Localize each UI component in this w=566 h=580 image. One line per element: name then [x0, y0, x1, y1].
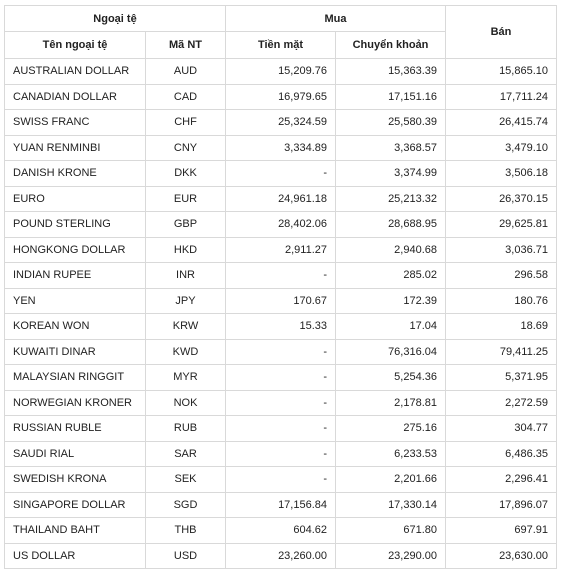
- table-row: [5, 59, 557, 85]
- currency-code-cell: INR: [146, 263, 226, 289]
- cash-rate-cell: 23,260.00: [226, 543, 336, 569]
- currency-group-header: Ngoại tệ: [5, 6, 226, 32]
- cash-rate-cell: 24,961.18: [226, 186, 336, 212]
- currency-code-cell: RUB: [146, 416, 226, 442]
- sell-rate-cell: 26,370.15: [446, 186, 557, 212]
- table-row: [5, 365, 557, 391]
- table-row: [5, 416, 557, 442]
- transfer-rate-cell: 6,233.53: [336, 441, 446, 467]
- transfer-rate-cell: 17,330.14: [336, 492, 446, 518]
- sell-rate-cell: 697.91: [446, 518, 557, 544]
- cash-rate-cell: -: [226, 441, 336, 467]
- cash-rate-cell: -: [226, 263, 336, 289]
- currency-name-cell: DANISH KRONE: [5, 161, 146, 187]
- cash-rate-cell: -: [226, 339, 336, 365]
- currency-code-cell: NOK: [146, 390, 226, 416]
- rate-rows: [5, 59, 557, 569]
- sell-rate-cell: 18.69: [446, 314, 557, 340]
- table-row: [5, 110, 557, 136]
- transfer-rate-cell: 2,178.81: [336, 390, 446, 416]
- sell-rate-cell: 15,865.10: [446, 59, 557, 85]
- transfer-rate-cell: 15,363.39: [336, 59, 446, 85]
- currency-code-cell: DKK: [146, 161, 226, 187]
- transfer-rate-cell: 172.39: [336, 288, 446, 314]
- transfer-rate-cell: 25,213.32: [336, 186, 446, 212]
- currency-code-cell: MYR: [146, 365, 226, 391]
- transfer-rate-cell: 285.02: [336, 263, 446, 289]
- buy-group-header: Mua: [226, 6, 446, 32]
- currency-code-cell: AUD: [146, 59, 226, 85]
- sell-rate-cell: 3,479.10: [446, 135, 557, 161]
- currency-code-cell: HKD: [146, 237, 226, 263]
- header-row-groups: [5, 6, 557, 32]
- table-row: [5, 135, 557, 161]
- sell-rate-cell: 5,371.95: [446, 365, 557, 391]
- currency-code-cell: KWD: [146, 339, 226, 365]
- transfer-rate-cell: 2,940.68: [336, 237, 446, 263]
- currency-name-cell: AUSTRALIAN DOLLAR: [5, 59, 146, 85]
- transfer-rate-cell: 28,688.95: [336, 212, 446, 238]
- currency-name-cell: NORWEGIAN KRONER: [5, 390, 146, 416]
- sell-rate-cell: 2,296.41: [446, 467, 557, 493]
- cash-rate-cell: 28,402.06: [226, 212, 336, 238]
- transfer-rate-cell: 275.16: [336, 416, 446, 442]
- currency-name-cell: POUND STERLING: [5, 212, 146, 238]
- sell-rate-cell: 23,630.00: [446, 543, 557, 569]
- currency-name-cell: SAUDI RIAL: [5, 441, 146, 467]
- transfer-rate-cell: 76,316.04: [336, 339, 446, 365]
- currency-code-cell: JPY: [146, 288, 226, 314]
- table-row: [5, 543, 557, 569]
- table-row: [5, 186, 557, 212]
- transfer-header: Chuyển khoản: [336, 32, 446, 59]
- cash-header: Tiền mặt: [226, 32, 336, 59]
- sell-rate-cell: 3,506.18: [446, 161, 557, 187]
- currency-name-cell: US DOLLAR: [5, 543, 146, 569]
- table-row: [5, 212, 557, 238]
- cash-rate-cell: 3,334.89: [226, 135, 336, 161]
- cash-rate-cell: -: [226, 416, 336, 442]
- currency-code-cell: CAD: [146, 84, 226, 110]
- table-row: [5, 390, 557, 416]
- currency-name-cell: EURO: [5, 186, 146, 212]
- table-row: [5, 441, 557, 467]
- currency-name-cell: MALAYSIAN RINGGIT: [5, 365, 146, 391]
- table-row: [5, 237, 557, 263]
- cash-rate-cell: -: [226, 365, 336, 391]
- currency-name-cell: SWISS FRANC: [5, 110, 146, 136]
- currency-name-cell: INDIAN RUPEE: [5, 263, 146, 289]
- sell-rate-cell: 296.58: [446, 263, 557, 289]
- sell-header: Bán: [446, 6, 557, 59]
- table-row: [5, 161, 557, 187]
- sell-rate-cell: 29,625.81: [446, 212, 557, 238]
- currency-name-cell: KOREAN WON: [5, 314, 146, 340]
- cash-rate-cell: 25,324.59: [226, 110, 336, 136]
- transfer-rate-cell: 3,368.57: [336, 135, 446, 161]
- table-row: [5, 339, 557, 365]
- currency-name-header: Tên ngoại tệ: [5, 32, 146, 59]
- sell-rate-cell: 17,711.24: [446, 84, 557, 110]
- transfer-rate-cell: 671.80: [336, 518, 446, 544]
- table-row: [5, 314, 557, 340]
- sell-rate-cell: 26,415.74: [446, 110, 557, 136]
- currency-name-cell: HONGKONG DOLLAR: [5, 237, 146, 263]
- table-row: [5, 84, 557, 110]
- cash-rate-cell: 170.67: [226, 288, 336, 314]
- sell-rate-cell: 180.76: [446, 288, 557, 314]
- currency-code-cell: SGD: [146, 492, 226, 518]
- sell-rate-cell: 17,896.07: [446, 492, 557, 518]
- currency-code-cell: SEK: [146, 467, 226, 493]
- transfer-rate-cell: 25,580.39: [336, 110, 446, 136]
- transfer-rate-cell: 23,290.00: [336, 543, 446, 569]
- table-row: [5, 518, 557, 544]
- table-row: [5, 467, 557, 493]
- sell-rate-cell: 79,411.25: [446, 339, 557, 365]
- currency-code-cell: GBP: [146, 212, 226, 238]
- currency-code-cell: CNY: [146, 135, 226, 161]
- cash-rate-cell: 16,979.65: [226, 84, 336, 110]
- currency-code-cell: EUR: [146, 186, 226, 212]
- sell-rate-cell: 2,272.59: [446, 390, 557, 416]
- transfer-rate-cell: 3,374.99: [336, 161, 446, 187]
- cash-rate-cell: 15,209.76: [226, 59, 336, 85]
- currency-name-cell: YEN: [5, 288, 146, 314]
- currency-name-cell: YUAN RENMINBI: [5, 135, 146, 161]
- cash-rate-cell: -: [226, 390, 336, 416]
- cash-rate-cell: -: [226, 161, 336, 187]
- exchange-rate-table: [4, 5, 557, 569]
- currency-name-cell: SWEDISH KRONA: [5, 467, 146, 493]
- cash-rate-cell: 15.33: [226, 314, 336, 340]
- currency-name-cell: SINGAPORE DOLLAR: [5, 492, 146, 518]
- cash-rate-cell: 604.62: [226, 518, 336, 544]
- sell-rate-cell: 6,486.35: [446, 441, 557, 467]
- transfer-rate-cell: 17.04: [336, 314, 446, 340]
- table-row: [5, 263, 557, 289]
- cash-rate-cell: -: [226, 467, 336, 493]
- currency-name-cell: KUWAITI DINAR: [5, 339, 146, 365]
- currency-name-cell: CANADIAN DOLLAR: [5, 84, 146, 110]
- transfer-rate-cell: 2,201.66: [336, 467, 446, 493]
- currency-code-cell: KRW: [146, 314, 226, 340]
- currency-code-cell: CHF: [146, 110, 226, 136]
- currency-code-header: Mã NT: [146, 32, 226, 59]
- currency-code-cell: USD: [146, 543, 226, 569]
- transfer-rate-cell: 17,151.16: [336, 84, 446, 110]
- currency-name-cell: THAILAND BAHT: [5, 518, 146, 544]
- currency-code-cell: THB: [146, 518, 226, 544]
- cash-rate-cell: 2,911.27: [226, 237, 336, 263]
- table-row: [5, 492, 557, 518]
- currency-name-cell: RUSSIAN RUBLE: [5, 416, 146, 442]
- sell-rate-cell: 3,036.71: [446, 237, 557, 263]
- currency-code-cell: SAR: [146, 441, 226, 467]
- transfer-rate-cell: 5,254.36: [336, 365, 446, 391]
- table-row: [5, 288, 557, 314]
- cash-rate-cell: 17,156.84: [226, 492, 336, 518]
- sell-rate-cell: 304.77: [446, 416, 557, 442]
